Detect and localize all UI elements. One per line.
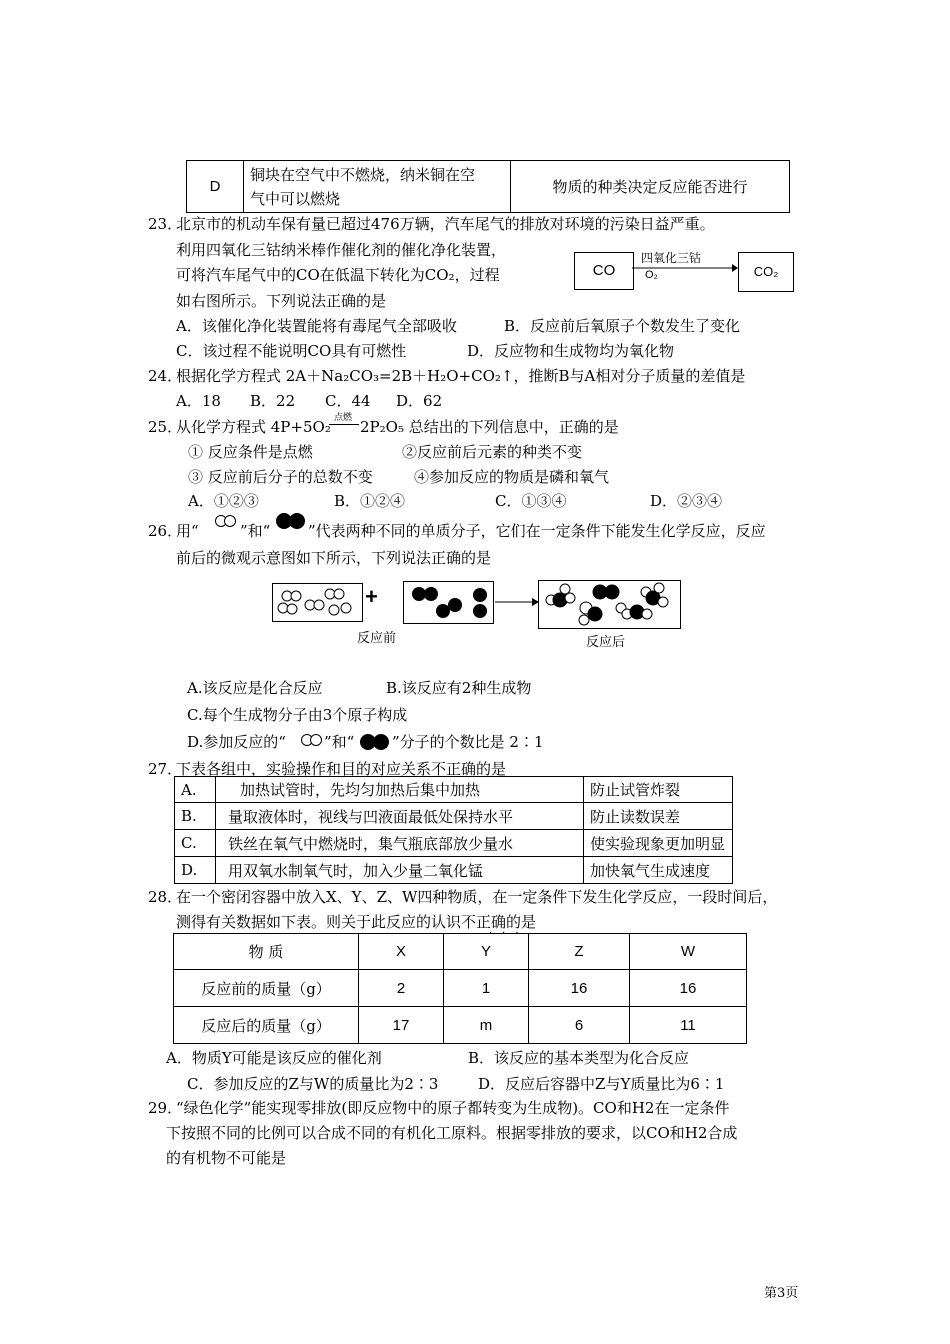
top-table	[186, 160, 790, 213]
q26-option-d-a: D.参加反应的“	[187, 733, 286, 751]
q28-cell: 11	[630, 1007, 747, 1044]
page-number: 第3页	[764, 1286, 799, 1301]
q26-number: 26．	[148, 522, 183, 540]
q26-option-b: B.该反应有2种生成物	[386, 679, 532, 697]
q23-option-c: C．该过程不能说明CO具有可燃性	[176, 342, 407, 360]
q28-line2-c: 的是	[506, 913, 537, 931]
q27-number: 27．	[148, 760, 183, 778]
q27-cell: 加热试管时，先均匀加热后集中加热	[216, 777, 584, 803]
q25-text-post: 2P₂O₅ 总结出的下列信息中，正确的是	[360, 418, 619, 436]
q28-cell: 2	[359, 970, 444, 1007]
q26-before-label: 反应前	[357, 630, 397, 645]
q24-number: 24．	[148, 367, 183, 385]
q28-line2	[176, 911, 536, 932]
q28-header-cell: X	[359, 934, 444, 970]
q28-option-b: B．该反应的基本类型为化合反应	[468, 1049, 690, 1067]
top-table-conclusion: 物质的种类决定反应能否进行	[511, 161, 790, 213]
q28-option-c: C．参加反应的Z与W的质量比为2∶3	[187, 1075, 439, 1093]
q28-cell: 反应前的质量（g）	[174, 970, 359, 1007]
top-table-desc-line1: 铜块在空气中不燃烧，纳米铜在空	[250, 165, 476, 184]
q28-header-cell: Z	[529, 934, 630, 970]
q28-line2-a: 测得有关数据如下表。则关于此反应的认识	[176, 913, 462, 931]
q25-option-d: D．②③④	[650, 492, 723, 510]
q28-emphasis-dots: ···	[489, 928, 529, 939]
q28-table	[173, 933, 747, 1044]
q24-option-c: C．44	[325, 392, 371, 410]
table-row	[174, 1007, 747, 1044]
q23-option-a: A．该催化净化装置能将有毒尾气全部吸收	[176, 317, 457, 335]
q23-oxygen-label: O₂	[645, 269, 658, 281]
q27-cell: A.	[175, 777, 216, 803]
q25-item-3: ③ 反应前后分子的总数不变	[188, 468, 373, 486]
q25-text-pre: 从化学方程式 4P+5O₂	[176, 418, 331, 436]
top-table-desc	[244, 161, 511, 213]
q27-text: 下表各组中，实验操作和目的对应关系不正确的是	[176, 760, 507, 778]
q27-cell: B.	[175, 803, 216, 830]
q28-cell: 17	[359, 1007, 444, 1044]
black-molecule-icon	[358, 733, 392, 751]
q29-line1: “绿色化学”能实现零排放(即反应物中的原子都转变为生成物)。CO和H2在一定条件	[176, 1099, 730, 1117]
q27-cell: 防止读数误差	[584, 803, 733, 830]
q23-co2-box: CO₂	[738, 252, 794, 292]
q27-cell: 铁丝在氧气中燃烧时，集气瓶底部放少量水	[216, 830, 584, 857]
q27-cell: 防止试管炸裂	[584, 777, 733, 803]
q25-item-4: ④参加反应的物质是磷和氧气	[414, 468, 610, 486]
q27-cell: D.	[175, 857, 216, 884]
q26-after-box	[538, 580, 682, 630]
q24-text: 根据化学方程式 2A＋Na₂CO₃=2B＋H₂O+CO₂↑，推断B与A相对分子质量的差值是	[176, 367, 746, 385]
q27-cell: 加快氧气生成速度	[584, 857, 733, 884]
q29-number: 29．	[148, 1099, 183, 1117]
q26-option-d-b: ”和“	[324, 733, 355, 751]
q27-cell: 使实验现象更加明显	[584, 830, 733, 857]
q28-line1: 在一个密闭容器中放入X、Y、Z、W四种物质，在一定条件下发生化学反应，一段时间后，	[176, 888, 778, 906]
q23-co-box: CO	[574, 252, 634, 290]
q28-cell: 6	[529, 1007, 630, 1044]
q28-header-cell: 物 质	[174, 934, 359, 970]
table-row	[175, 803, 733, 830]
white-molecule-icon	[214, 514, 238, 528]
q24-option-b: B．22	[250, 392, 296, 410]
q25-number: 25．	[148, 418, 183, 436]
q28-cell: 16	[529, 970, 630, 1007]
q23-line3: 可将汽车尾气中的CO在低温下转化为CO₂，过程	[176, 266, 500, 284]
table-row	[175, 777, 733, 803]
q23-line2: 利用四氧化三钴纳米棒作催化剂的催化净化装置，	[176, 241, 507, 259]
table-row	[175, 830, 733, 857]
q29-line3: 的有机物不可能是	[166, 1149, 287, 1167]
white-molecule-icon	[300, 733, 324, 747]
q26-before-box-black	[403, 581, 495, 625]
q23-option-b: B．反应前后氧原子个数发生了变化	[504, 317, 741, 335]
top-table-desc-line2: 气中可以燃烧	[250, 189, 341, 208]
q28-cell: 16	[630, 970, 747, 1007]
q28-number: 28．	[148, 888, 183, 906]
q26-option-d-c: ”分子的个数比是 2∶1	[392, 733, 544, 751]
q26-text-a: 用“	[176, 522, 199, 540]
q26-before-box-white	[272, 583, 364, 623]
q26-option-a: A.该反应是化合反应	[187, 679, 323, 697]
q25-option-c: C．①③④	[495, 492, 567, 510]
q25-item-1: ① 反应条件是点燃	[188, 443, 313, 461]
table-row	[175, 857, 733, 884]
q25-item-2: ②反应前后元素的种类不变	[402, 443, 583, 461]
q27-cell: 量取液体时，视线与凹液面最低处保持水平	[216, 803, 584, 830]
top-table-label: D	[187, 161, 244, 213]
q25-condition: 点燃	[334, 413, 353, 423]
q28-header-cell: W	[630, 934, 747, 970]
q27-cell: 用双氧水制氧气时，加入少量二氧化锰	[216, 857, 584, 884]
q28-header-cell: Y	[444, 934, 529, 970]
q26-line2: 前后的微观示意图如下所示，下列说法正确的是	[176, 549, 492, 567]
q26-option-c: C.每个生成物分子由3个原子构成	[187, 706, 408, 724]
q24-option-d: D．62	[396, 392, 443, 410]
q29-line2: 下按照不同的比例可以合成不同的有机化工原料。根据零排放的要求，以CO和H2合成	[166, 1124, 738, 1142]
q25-option-a: A．①②③	[188, 492, 259, 510]
q23-line4: 如右图所示。下列说法正确的是	[176, 292, 387, 310]
q26-text-b: ”和“	[240, 522, 271, 540]
q23-number: 23．	[148, 215, 183, 233]
q23-catalyst-label: 四氧化三钴	[641, 251, 702, 265]
table-row	[174, 934, 747, 970]
q23-line1: 北京市的机动车保有量已超过476万辆，汽车尾气的排放对环境的污染日益严重。	[176, 215, 715, 233]
q27-table	[174, 776, 733, 884]
q26-reaction-arrow	[495, 596, 539, 608]
q28-cell: m	[444, 1007, 529, 1044]
q25-option-b: B．①②④	[334, 492, 406, 510]
q28-cell: 1	[444, 970, 529, 1007]
q23-option-d: D．反应物和生成物均为氧化物	[467, 342, 675, 360]
q26-text-c: ”代表两种不同的单质分子，它们在一定条件下能发生化学反应，反应	[308, 522, 766, 540]
table-row	[174, 970, 747, 1007]
q26-plus: +	[365, 584, 378, 609]
q28-line2-emphasis: 不正确	[461, 913, 507, 931]
q28-option-a: A．物质Y可能是该反应的催化剂	[166, 1049, 382, 1067]
black-molecule-icon	[275, 512, 307, 530]
q27-cell: C.	[175, 830, 216, 857]
q28-cell: 反应后的质量（g）	[174, 1007, 359, 1044]
q28-option-d: D．反应后容器中Z与Y质量比为6∶1	[478, 1075, 725, 1093]
q26-after-label: 反应后	[586, 634, 626, 649]
q24-option-a: A．18	[176, 392, 221, 410]
q25-equals-bar	[329, 424, 359, 425]
